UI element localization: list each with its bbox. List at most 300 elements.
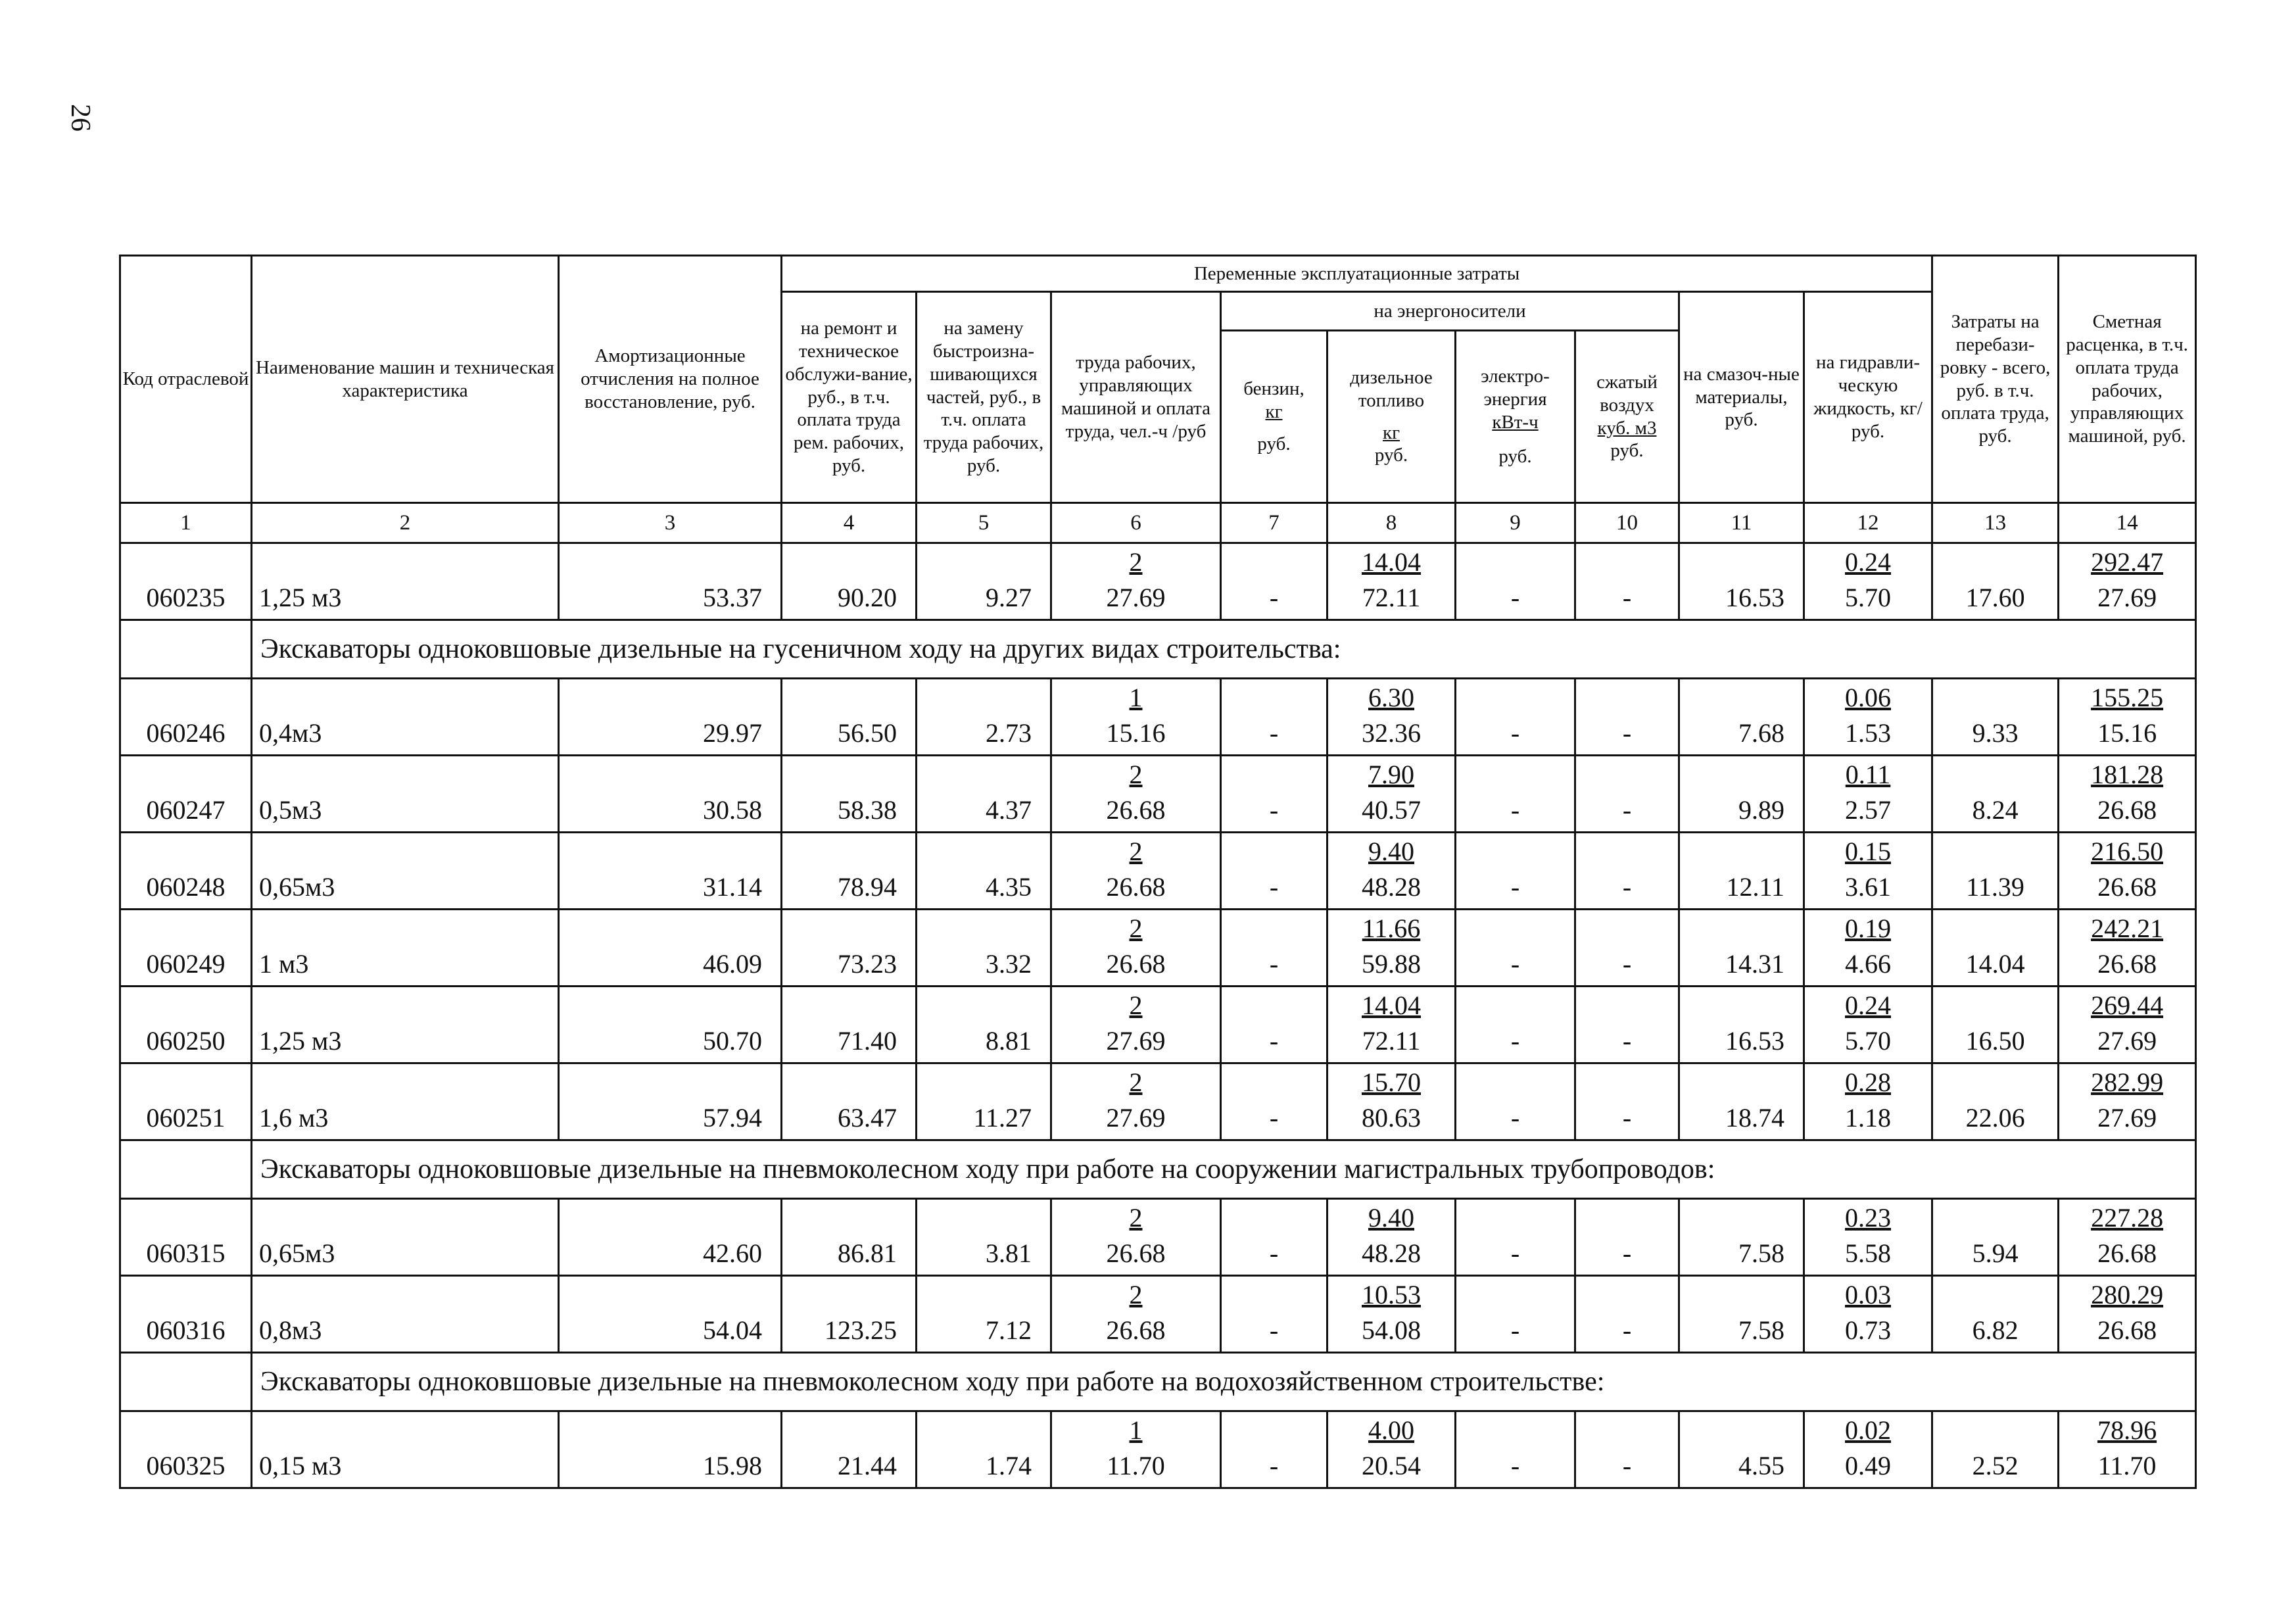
- row-estimate: [2059, 679, 2196, 756]
- row-petrol-value: -: [1269, 1026, 1279, 1056]
- row-replace-value: 3.81: [986, 1238, 1032, 1268]
- header-labor: труда рабочих, управляющих машиной и оплата труда, чел.-ч /руб: [1051, 292, 1221, 503]
- section-heading-row: [120, 1140, 2196, 1199]
- column-number: 1: [120, 503, 252, 543]
- row-lube-value: 18.74: [1725, 1103, 1784, 1133]
- row-lube-value: 12.11: [1726, 872, 1784, 902]
- header-air: сжатый воздух куб. м3 руб.: [1575, 331, 1679, 503]
- row-labor-lower: 11.70: [1107, 1451, 1165, 1480]
- row-labor-upper: 2: [1129, 837, 1143, 866]
- row-machine-name: [252, 1199, 559, 1276]
- row-code-value: 060249: [146, 949, 226, 979]
- row-labor-lower: 26.68: [1106, 795, 1166, 825]
- row-amortization-value: 29.97: [703, 718, 762, 748]
- table-row: [120, 1063, 2196, 1140]
- row-diesel-lower: 80.63: [1362, 1103, 1421, 1133]
- row-relocation: [1932, 543, 2059, 620]
- row-code: [120, 543, 252, 620]
- row-relocation: [1932, 1411, 2059, 1488]
- row-electro-value: -: [1510, 949, 1520, 979]
- row-hydraulic-lower: 5.70: [1845, 583, 1892, 612]
- row-lube: [1679, 910, 1804, 987]
- row-replace-value: 3.32: [986, 949, 1032, 979]
- row-electro: [1456, 543, 1575, 620]
- row-labor-lower: 27.69: [1106, 1026, 1166, 1056]
- row-estimate-lower: 27.69: [2097, 1026, 2157, 1056]
- row-labor: [1051, 1063, 1221, 1140]
- row-air-value: -: [1622, 1103, 1632, 1133]
- row-diesel: [1327, 1411, 1456, 1488]
- row-hydraulic: [1804, 987, 1932, 1063]
- row-machine-name: [252, 1276, 559, 1353]
- header-repair: на ремонт и техническое обслужи-вание, руб., в т.ч. оплата труда рем. рабочих, руб.: [782, 292, 917, 503]
- column-number: 9: [1456, 503, 1575, 543]
- row-air-value: -: [1622, 1026, 1632, 1056]
- row-hydraulic-lower: 0.49: [1845, 1451, 1892, 1480]
- row-amortization-value: 50.70: [703, 1026, 762, 1056]
- row-repair: [782, 1199, 917, 1276]
- row-labor: [1051, 987, 1221, 1063]
- header-estimate: Сметная расценка, в т.ч. оплата труда рабочих, управляющих машиной, руб.: [2059, 256, 2196, 503]
- row-replace: [917, 543, 1051, 620]
- row-hydraulic: [1804, 679, 1932, 756]
- row-estimate-lower: 26.68: [2097, 1238, 2157, 1268]
- row-estimate-lower: 26.68: [2097, 872, 2157, 902]
- row-code-value: 060315: [146, 1238, 226, 1268]
- row-amortization-value: 54.04: [703, 1315, 762, 1345]
- header-energy: на энергоносители: [1221, 292, 1679, 331]
- row-estimate-upper: 227.28: [2091, 1203, 2164, 1232]
- column-number: 2: [252, 503, 559, 543]
- row-amortization: [559, 756, 782, 833]
- row-air: [1575, 833, 1679, 910]
- row-hydraulic-upper: 0.06: [1845, 683, 1892, 712]
- row-labor-upper: 1: [1129, 1415, 1143, 1445]
- row-repair-value: 21.44: [838, 1451, 897, 1480]
- row-electro-value: -: [1510, 795, 1520, 825]
- row-hydraulic: [1804, 1199, 1932, 1276]
- row-code: [120, 1411, 252, 1488]
- row-estimate-lower: 15.16: [2097, 718, 2157, 748]
- row-hydraulic-upper: 0.02: [1845, 1415, 1892, 1445]
- row-relocation-value: 5.94: [1972, 1238, 2019, 1268]
- row-electro-value: -: [1510, 1238, 1520, 1268]
- row-diesel-upper: 10.53: [1362, 1280, 1421, 1309]
- row-labor-upper: 2: [1129, 1280, 1143, 1309]
- row-replace-value: 8.81: [986, 1026, 1032, 1056]
- row-lube-value: 7.58: [1738, 1238, 1784, 1268]
- row-repair-value: 56.50: [838, 718, 897, 748]
- row-amortization-value: 42.60: [703, 1238, 762, 1268]
- row-lube-value: 16.53: [1725, 1026, 1784, 1056]
- column-number: 11: [1679, 503, 1804, 543]
- row-air: [1575, 1199, 1679, 1276]
- row-estimate-lower: 26.68: [2097, 795, 2157, 825]
- row-diesel: [1327, 910, 1456, 987]
- row-hydraulic: [1804, 833, 1932, 910]
- row-estimate: [2059, 910, 2196, 987]
- row-code-value: 060246: [146, 718, 226, 748]
- row-amortization: [559, 987, 782, 1063]
- row-amortization: [559, 910, 782, 987]
- row-labor-upper: 2: [1129, 1067, 1143, 1097]
- row-hydraulic-upper: 0.15: [1845, 837, 1892, 866]
- row-labor: [1051, 1199, 1221, 1276]
- row-repair: [782, 1276, 917, 1353]
- row-hydraulic-lower: 2.57: [1845, 795, 1892, 825]
- row-machine-name: [252, 987, 559, 1063]
- row-estimate: [2059, 756, 2196, 833]
- row-lube-value: 7.68: [1738, 718, 1784, 748]
- row-estimate: [2059, 1199, 2196, 1276]
- row-repair-value: 71.40: [838, 1026, 897, 1056]
- section-heading-row: [120, 1353, 2196, 1411]
- row-machine-name-value: 0,65м3: [259, 872, 335, 902]
- row-machine-name: [252, 1411, 559, 1488]
- row-machine-name: [252, 679, 559, 756]
- header-code: Код отраслевой: [120, 256, 252, 503]
- row-machine-name: [252, 756, 559, 833]
- row-lube-value: 9.89: [1738, 795, 1784, 825]
- row-lube: [1679, 756, 1804, 833]
- row-hydraulic-upper: 0.03: [1845, 1280, 1892, 1309]
- row-petrol-value: -: [1269, 1315, 1279, 1345]
- column-number: 8: [1327, 503, 1456, 543]
- row-air: [1575, 1063, 1679, 1140]
- row-diesel-lower: 40.57: [1362, 795, 1421, 825]
- column-number: 7: [1221, 503, 1327, 543]
- row-petrol: [1221, 1199, 1327, 1276]
- table-row: [120, 1199, 2196, 1276]
- row-petrol: [1221, 756, 1327, 833]
- row-electro-value: -: [1510, 583, 1520, 612]
- row-labor-lower: 26.68: [1106, 949, 1166, 979]
- table-row: [120, 1411, 2196, 1488]
- row-hydraulic-lower: 4.66: [1845, 949, 1892, 979]
- row-repair: [782, 543, 917, 620]
- row-repair: [782, 679, 917, 756]
- table-row: [120, 543, 2196, 620]
- column-number: 10: [1575, 503, 1679, 543]
- row-labor-lower: 27.69: [1106, 583, 1166, 612]
- row-lube: [1679, 679, 1804, 756]
- row-air-value: -: [1622, 1451, 1632, 1480]
- row-estimate: [2059, 1063, 2196, 1140]
- row-labor-upper: 2: [1129, 990, 1143, 1020]
- row-lube: [1679, 1199, 1804, 1276]
- row-replace: [917, 833, 1051, 910]
- row-electro-value: -: [1510, 718, 1520, 748]
- row-electro: [1456, 1276, 1575, 1353]
- table-row: [120, 833, 2196, 910]
- row-diesel-lower: 32.36: [1362, 718, 1421, 748]
- row-amortization: [559, 1199, 782, 1276]
- row-relocation-value: 17.60: [1965, 583, 2025, 612]
- row-replace: [917, 987, 1051, 1063]
- row-labor-lower: 26.68: [1106, 1315, 1166, 1345]
- row-electro-value: -: [1510, 1315, 1520, 1345]
- row-labor-upper: 2: [1129, 760, 1143, 789]
- row-air: [1575, 756, 1679, 833]
- row-repair-value: 78.94: [838, 872, 897, 902]
- row-relocation-value: 6.82: [1972, 1315, 2019, 1345]
- row-hydraulic: [1804, 756, 1932, 833]
- row-replace-value: 7.12: [986, 1315, 1032, 1345]
- row-petrol-value: -: [1269, 1451, 1279, 1480]
- row-electro-value: -: [1510, 1026, 1520, 1056]
- row-estimate-lower: 26.68: [2097, 949, 2157, 979]
- row-labor-upper: 1: [1129, 683, 1143, 712]
- row-amortization: [559, 1063, 782, 1140]
- row-repair-value: 73.23: [838, 949, 897, 979]
- row-amortization-value: 57.94: [703, 1103, 762, 1133]
- row-replace: [917, 910, 1051, 987]
- row-electro: [1456, 1411, 1575, 1488]
- row-air-value: -: [1622, 718, 1632, 748]
- row-code: [120, 1199, 252, 1276]
- row-relocation: [1932, 910, 2059, 987]
- row-machine-name: [252, 833, 559, 910]
- row-machine-name-value: 1,25 м3: [259, 1026, 342, 1056]
- row-diesel-lower: 54.08: [1362, 1315, 1421, 1345]
- row-petrol: [1221, 1411, 1327, 1488]
- row-petrol-value: -: [1269, 872, 1279, 902]
- column-number: 5: [917, 503, 1051, 543]
- row-labor: [1051, 833, 1221, 910]
- section-heading-row: [120, 620, 2196, 679]
- row-amortization: [559, 833, 782, 910]
- row-amortization: [559, 1411, 782, 1488]
- table-row: [120, 756, 2196, 833]
- row-estimate-lower: 27.69: [2097, 1103, 2157, 1133]
- section-blank-cell: [120, 620, 252, 679]
- row-hydraulic-lower: 1.53: [1845, 718, 1892, 748]
- row-air: [1575, 1411, 1679, 1488]
- row-air: [1575, 1276, 1679, 1353]
- row-code: [120, 756, 252, 833]
- row-air-value: -: [1622, 1315, 1632, 1345]
- row-estimate: [2059, 833, 2196, 910]
- row-hydraulic-lower: 5.58: [1845, 1238, 1892, 1268]
- row-machine-name-value: 0,15 м3: [259, 1451, 342, 1480]
- row-diesel: [1327, 833, 1456, 910]
- row-code-value: 060250: [146, 1026, 226, 1056]
- row-hydraulic-lower: 0.73: [1845, 1315, 1892, 1345]
- row-labor: [1051, 910, 1221, 987]
- row-relocation: [1932, 1276, 2059, 1353]
- row-machine-name-value: 1 м3: [259, 949, 309, 979]
- row-relocation: [1932, 679, 2059, 756]
- row-repair: [782, 910, 917, 987]
- row-amortization-value: 31.14: [703, 872, 762, 902]
- section-heading: Экскаваторы одноковшовые дизельные на пневмоколесном ходу при работе на сооружении магистральных трубопроводов:: [252, 1140, 2196, 1199]
- row-relocation-value: 16.50: [1965, 1026, 2025, 1056]
- header-variable-costs: Переменные эксплуатационные затраты: [782, 256, 1932, 292]
- row-hydraulic: [1804, 543, 1932, 620]
- row-hydraulic-upper: 0.19: [1845, 914, 1892, 943]
- row-diesel-upper: 4.00: [1368, 1415, 1414, 1445]
- row-diesel-lower: 59.88: [1362, 949, 1421, 979]
- row-electro: [1456, 910, 1575, 987]
- row-labor: [1051, 543, 1221, 620]
- row-amortization: [559, 543, 782, 620]
- row-diesel-upper: 7.90: [1368, 760, 1414, 789]
- row-petrol-value: -: [1269, 583, 1279, 612]
- row-petrol-value: -: [1269, 1238, 1279, 1268]
- row-petrol: [1221, 987, 1327, 1063]
- row-amortization: [559, 1276, 782, 1353]
- row-diesel: [1327, 1276, 1456, 1353]
- row-diesel: [1327, 543, 1456, 620]
- row-relocation: [1932, 833, 2059, 910]
- row-labor-lower: 26.68: [1106, 872, 1166, 902]
- row-labor-upper: 2: [1129, 914, 1143, 943]
- row-machine-name-value: 0,5м3: [259, 795, 322, 825]
- row-relocation-value: 11.39: [1966, 872, 2024, 902]
- row-replace-value: 11.27: [973, 1103, 1032, 1133]
- row-replace: [917, 1063, 1051, 1140]
- row-labor-upper: 2: [1129, 547, 1143, 577]
- row-air: [1575, 543, 1679, 620]
- row-diesel-lower: 48.28: [1362, 872, 1421, 902]
- row-replace-value: 4.35: [986, 872, 1032, 902]
- row-petrol-value: -: [1269, 949, 1279, 979]
- row-estimate-upper: 155.25: [2091, 683, 2164, 712]
- row-code: [120, 833, 252, 910]
- row-petrol: [1221, 1063, 1327, 1140]
- row-estimate: [2059, 1411, 2196, 1488]
- header-diesel: дизельное топливо кг руб.: [1327, 331, 1456, 503]
- column-number: 13: [1932, 503, 2059, 543]
- row-estimate-upper: 280.29: [2091, 1280, 2164, 1309]
- row-code-value: 060235: [146, 583, 226, 612]
- row-electro-value: -: [1510, 1103, 1520, 1133]
- row-hydraulic-upper: 0.24: [1845, 547, 1892, 577]
- row-labor: [1051, 679, 1221, 756]
- row-estimate-upper: 181.28: [2091, 760, 2164, 789]
- row-relocation-value: 2.52: [1972, 1451, 2019, 1480]
- row-code: [120, 1276, 252, 1353]
- row-code-value: 060251: [146, 1103, 226, 1133]
- row-machine-name-value: 1,6 м3: [259, 1103, 329, 1133]
- row-replace: [917, 1411, 1051, 1488]
- row-hydraulic-lower: 5.70: [1845, 1026, 1892, 1056]
- row-air: [1575, 987, 1679, 1063]
- row-machine-name-value: 0,65м3: [259, 1238, 335, 1268]
- row-electro: [1456, 833, 1575, 910]
- row-replace-value: 1.74: [986, 1451, 1032, 1480]
- row-lube-value: 16.53: [1725, 583, 1784, 612]
- row-code: [120, 1063, 252, 1140]
- row-labor-upper: 2: [1129, 1203, 1143, 1232]
- header-hydraulic: на гидравли-ческую жидкость, кг/руб.: [1804, 292, 1932, 503]
- row-code: [120, 987, 252, 1063]
- row-diesel: [1327, 987, 1456, 1063]
- row-relocation: [1932, 1199, 2059, 1276]
- column-number: 3: [559, 503, 782, 543]
- row-diesel-lower: 20.54: [1362, 1451, 1421, 1480]
- header-petrol: бензин, кг руб.: [1221, 331, 1327, 503]
- row-repair: [782, 833, 917, 910]
- row-air: [1575, 910, 1679, 987]
- table-row: [120, 679, 2196, 756]
- row-machine-name-value: 0,4м3: [259, 718, 322, 748]
- row-code: [120, 679, 252, 756]
- row-diesel-lower: 72.11: [1362, 1026, 1421, 1056]
- row-estimate: [2059, 543, 2196, 620]
- row-estimate-upper: 292.47: [2091, 547, 2164, 577]
- row-electro-value: -: [1510, 872, 1520, 902]
- row-code-value: 060316: [146, 1315, 226, 1345]
- row-lube: [1679, 833, 1804, 910]
- row-petrol-value: -: [1269, 1103, 1279, 1133]
- header-electro: электро-энергия кВт-ч руб.: [1456, 331, 1575, 503]
- row-lube: [1679, 1063, 1804, 1140]
- row-repair-value: 90.20: [838, 583, 897, 612]
- section-heading: Экскаваторы одноковшовые дизельные на пневмоколесном ходу при работе на водохозяйственном строительстве:: [252, 1353, 2196, 1411]
- row-petrol-value: -: [1269, 718, 1279, 748]
- row-estimate-upper: 282.99: [2091, 1067, 2164, 1097]
- row-replace-value: 9.27: [986, 583, 1032, 612]
- row-hydraulic-lower: 3.61: [1845, 872, 1892, 902]
- row-estimate-upper: 78.96: [2097, 1415, 2157, 1445]
- row-replace: [917, 1199, 1051, 1276]
- row-relocation: [1932, 1063, 2059, 1140]
- row-petrol: [1221, 543, 1327, 620]
- row-diesel: [1327, 1063, 1456, 1140]
- header-relocation: Затраты на перебази-ровку - всего, руб. в т.ч. оплата труда, руб.: [1932, 256, 2059, 503]
- column-number: 14: [2059, 503, 2196, 543]
- table-row: [120, 1276, 2196, 1353]
- row-labor-lower: 26.68: [1106, 1238, 1166, 1268]
- section-blank-cell: [120, 1353, 252, 1411]
- row-labor-lower: 15.16: [1106, 718, 1166, 748]
- row-relocation-value: 8.24: [1972, 795, 2019, 825]
- row-machine-name-value: 0,8м3: [259, 1315, 322, 1345]
- row-repair: [782, 987, 917, 1063]
- row-code-value: 060325: [146, 1451, 226, 1480]
- row-estimate-lower: 27.69: [2097, 583, 2157, 612]
- row-electro: [1456, 1199, 1575, 1276]
- row-relocation: [1932, 987, 2059, 1063]
- row-machine-name: [252, 1063, 559, 1140]
- row-estimate: [2059, 1276, 2196, 1353]
- row-hydraulic: [1804, 1276, 1932, 1353]
- row-labor: [1051, 1411, 1221, 1488]
- header-lube: на смазоч-ные материалы, руб.: [1679, 292, 1804, 503]
- row-machine-name-value: 1,25 м3: [259, 583, 342, 612]
- row-petrol: [1221, 910, 1327, 987]
- row-amortization: [559, 679, 782, 756]
- section-blank-cell: [120, 1140, 252, 1199]
- row-replace: [917, 679, 1051, 756]
- row-diesel-lower: 72.11: [1362, 583, 1421, 612]
- row-estimate-lower: 11.70: [2097, 1451, 2157, 1480]
- row-relocation: [1932, 756, 2059, 833]
- row-labor: [1051, 1276, 1221, 1353]
- row-estimate-upper: 269.44: [2091, 990, 2164, 1020]
- header-name: Наименование машин и техническая характеристика: [252, 256, 559, 503]
- row-replace: [917, 756, 1051, 833]
- row-code: [120, 910, 252, 987]
- row-diesel-upper: 14.04: [1362, 547, 1421, 577]
- row-estimate-upper: 216.50: [2091, 837, 2164, 866]
- column-number: 4: [782, 503, 917, 543]
- row-lube: [1679, 987, 1804, 1063]
- row-machine-name: [252, 543, 559, 620]
- row-air-value: -: [1622, 949, 1632, 979]
- row-hydraulic-upper: 0.11: [1845, 760, 1891, 789]
